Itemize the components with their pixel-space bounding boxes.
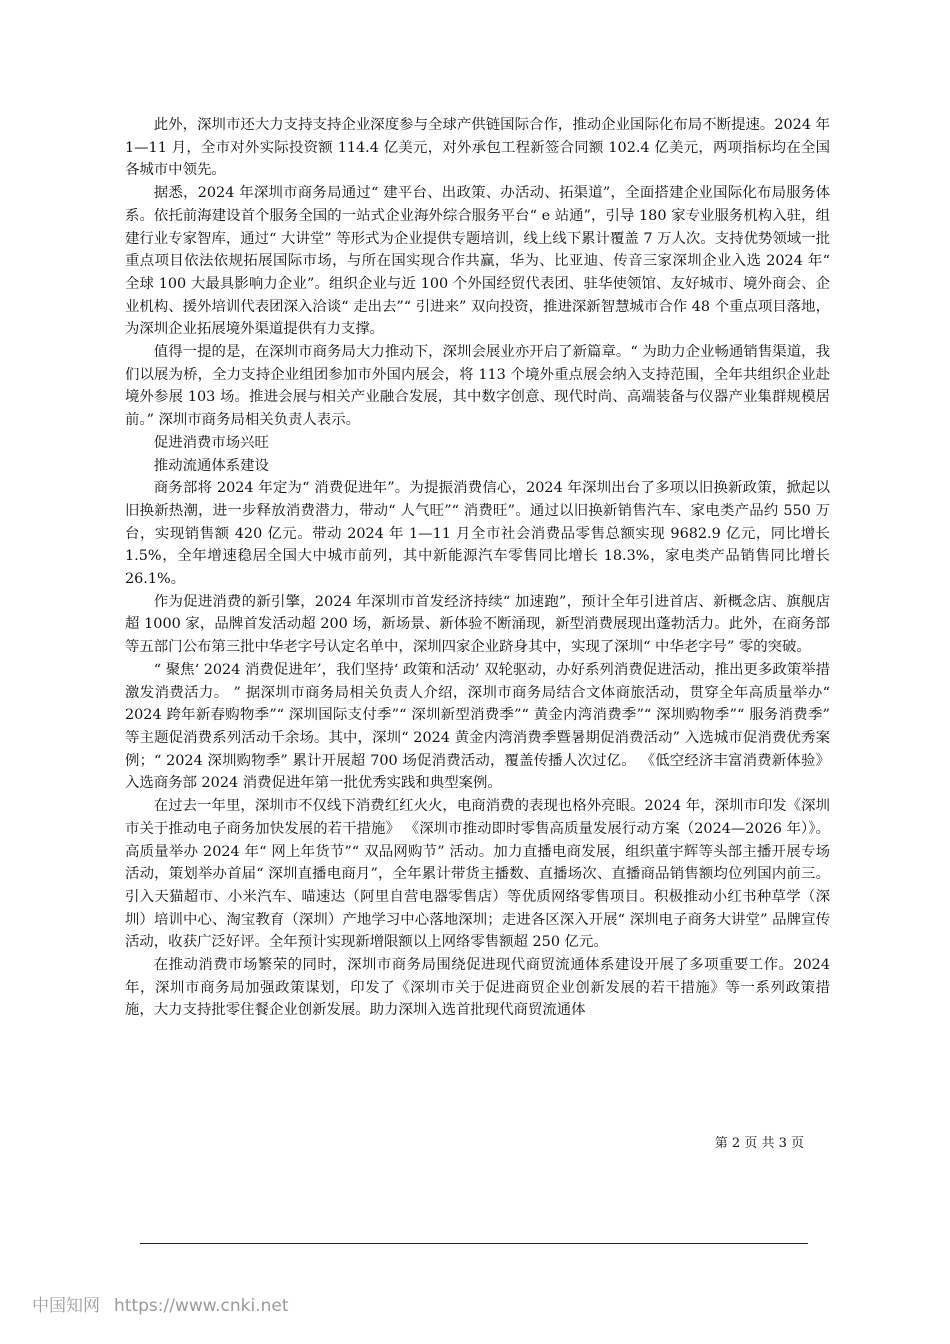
page-number: 第 2 页 共 3 页 (714, 1136, 804, 1151)
section-heading-circulation: 推动流通体系建设 (153, 457, 269, 474)
paragraph-international-service-system: 据悉，2024 年深圳市商务局通过“ 建平台、出政策、办活动、拓渠道”，全面搭建企业国际化布局服务体系。依托前海建设首个服务全国的一站式企业海外综合服务平台“ e 站通”，引导 180 家专业服务机构入驻，组建行业专家智库，通过“ 大讲堂” 等形式为企业提供专题培训，线上线下累计覆盖 7 万人次。支持优势领域一批重点项目依法依规拓展国际市场，与所在国实现合作共赢，华为、比亚迪、传音三家深圳企业入选 2024 年“ 全球 100 大最具影响力企业”。组织企业与近 100 个外国经贸代表团、驻华使领馆、友好城市、境外商会、企业机构、援外培训代表团深入洽谈“ 走出去”“ 引进来” 双向投资，推进深新智慧城市合作 48 个重点项目落地，为深圳企业拓展境外渠道提供有力支撑。 (125, 185, 830, 338)
footer-divider (140, 1243, 808, 1244)
paragraph-consumption-year: 商务部将 2024 年定为“ 消费促进年”。为提振消费信心，2024 年深圳出台了多项以旧换新政策，掀起以旧换新热潮，进一步释放消费潜力，带动“ 人气旺”“ 消费旺”。通过以旧换新销售汽车、家电类产品约 550 万台，实现销售额 420 亿元。带动 2024 年 1—11 月全市社会消费品零售总额实现 9682.9 亿元，同比增长 1.5%，全年增速稳居全国大中城市前列，其中新能源汽车零售同比增长 18.3%，家电类产品销售同比增长 26.1%。 (125, 480, 830, 588)
watermark-brand: 中国知网 (32, 1296, 100, 1316)
section-heading-consumption: 促进消费市场兴旺 (153, 434, 269, 451)
article-body (125, 114, 830, 1022)
paragraph-debut-economy: 作为促进消费的新引擎，2024 年深圳市首发经济持续“ 加速跑”，预计全年引进首店、新概念店、旗舰店超 1000 家，品牌首发活动超 200 场，新场景、新体验不断涌现，新型消费展现出蓬勃活力。此外，在商务部等五部门公布第三批中华老字号认定名单中，深圳四家企业跻身其中，实现了深圳“ 中华老字号” 零的突破。 (125, 593, 830, 656)
watermark-url: https://www.cnki.net (114, 1296, 289, 1316)
paragraph-consumption-activities: “ 聚焦‘ 2024 消费促进年’，我们坚持‘ 政策和活动’ 双轮驱动，办好系列消费促进活动，推出更多政策举措激发消费活力。 ” 据深圳市商务局相关负责人介绍，深圳市商务局结合文体商旅活动，贯穿全年高质量举办“ 2024 跨年新春购物季”“ 深圳国际支付季”“ 深圳新型消费季”“ 黄金内湾消费季”“ 深圳购物季”“ 服务消费季” 等主题促消费系列活动千余场。其中，深圳“ 2024 黄金内湾消费季暨暑期促消费活动” 入选城市促消费优秀案例；“ 2024 深圳购物季” 累计开展超 700 场促消费活动，覆盖传播人次过亿。 《低空经济丰富消费新体验》入选商务部 2024 消费促进年第一批优秀实践和典型案例。 (125, 661, 830, 792)
paragraph-overseas-investment: 此外，深圳市还大力支持支持企业深度参与全球产供链国际合作，推动企业国际化布局不断提速。2024 年 1—11 月，全市对外实际投资额 114.4 亿美元，对外承包工程新签合同额 102.4 亿美元，两项指标均在全国各城市中领先。 (125, 117, 830, 179)
paragraph-ecommerce: 在过去一年里，深圳市不仅线下消费红红火火，电商消费的表现也格外亮眼。2024 年，深圳市印发《深圳市关于推动电子商务加快发展的若干措施》 《深圳市推动即时零售高质量发展行动方案（2024—2026 年）》。高质量举办 2024 年“ 网上年货节”“ 双品网购节” 活动。加力直播电商发展，组织董宇辉等头部主播开展专场活动，策划举办首届“ 深圳直播电商月”，全年累计带货主播数、直播场次、直播商品销售额均位列国内前三。引入天猫超市、小米汽车、喵速达（阿里自营电器零售店）等优质网络零售项目。积极推动小红书种草学（深圳）培训中心、淘宝教育（深圳）产地学习中心落地深圳；走进各区深入开展“ 深圳电子商务大讲堂” 品牌宣传活动，收获广泛好评。全年预计实现新增限额以上网络零售额超 250 亿元。 (125, 798, 830, 951)
cnki-watermark (32, 1295, 302, 1317)
paragraph-trade-circulation: 在推动消费市场繁荣的同时，深圳市商务局围绕促进现代商贸流通体系建设开展了多项重要工作。2024 年，深圳市商务局加强政策谋划，印发了《深圳市关于促进商贸企业创新发展的若干措施》等一系列政策措施，大力支持批零住餐企业创新发展。助力深圳入选首批现代商贸流通体 (125, 957, 830, 1019)
paragraph-exhibition-industry: 值得一提的是，在深圳市商务局大力推动下，深圳会展业亦开启了新篇章。“ 为助力企业畅通销售渠道，我们以展为桥，全力支持企业组团参加市外国内展会，将 113 个境外重点展会纳入支持范围，全年共组织企业赴境外参展 103 场。推进会展与相关产业融合发展，其中数字创意、现代时尚、高端装备与仪器产业集群规模居前。” 深圳市商务局相关负责人表示。 (125, 344, 830, 429)
